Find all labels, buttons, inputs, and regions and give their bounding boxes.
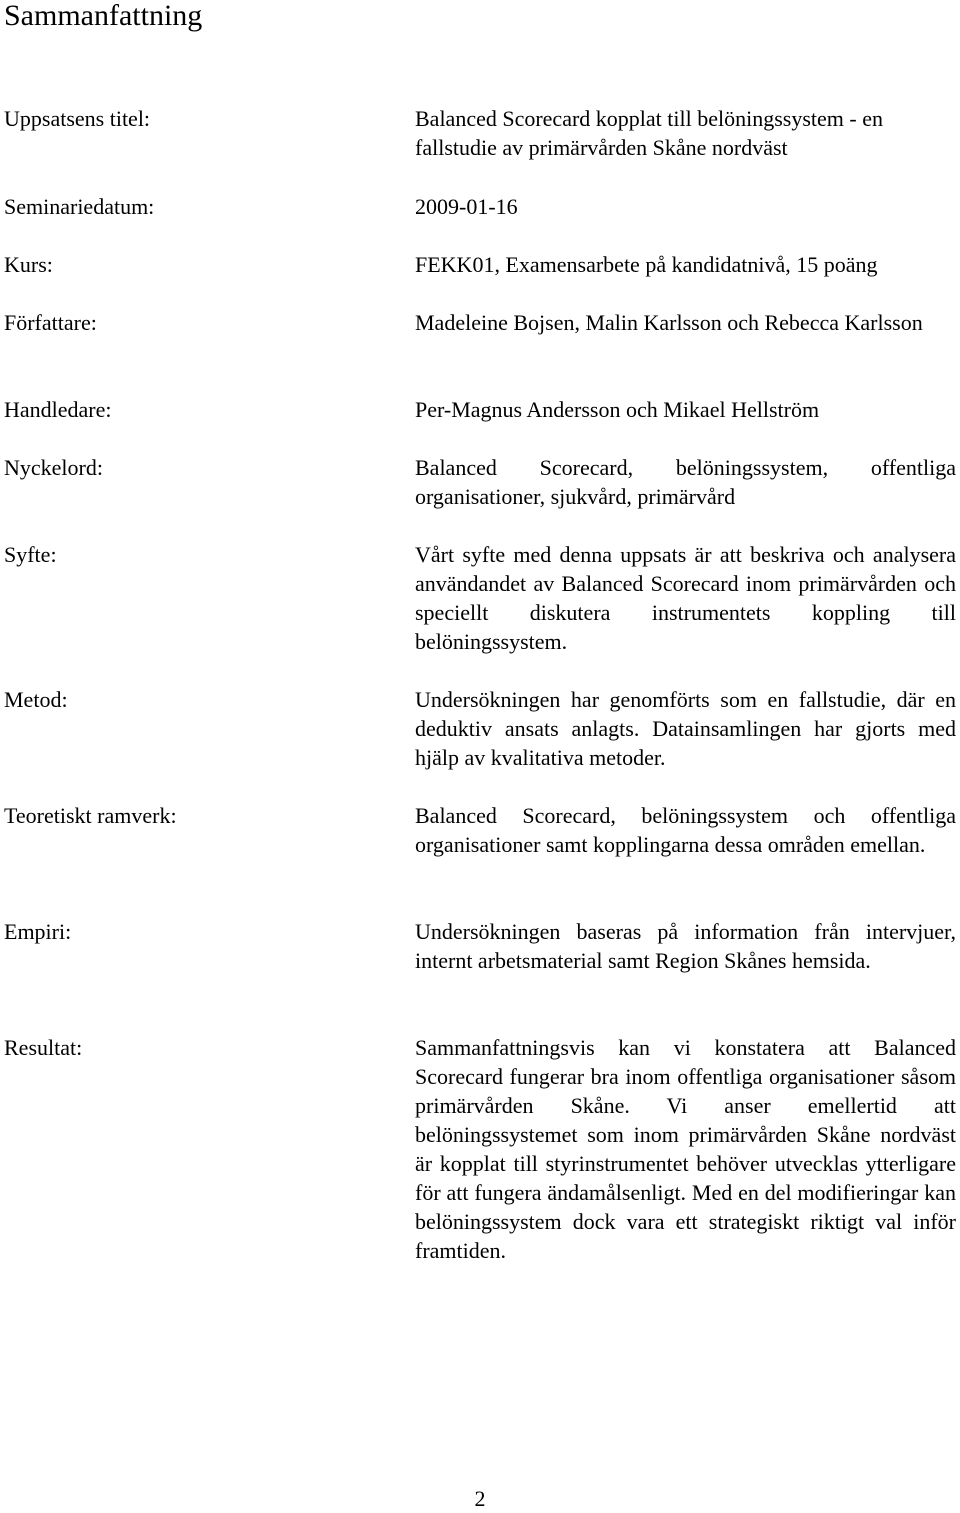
value-keywords: Balanced Scorecard, belöningssystem, offentliga organisationer, sjukvård, primärvård <box>415 455 956 509</box>
label-title: Uppsatsens titel: <box>4 106 151 131</box>
value-purpose: Vårt syfte med denna uppsats är att beskriva och analysera användandet av Balanced Scorecard inom primärvården och speciellt diskutera instrumentets koppling till belöningssystem. <box>415 542 956 654</box>
label-purpose: Syfte: <box>4 542 57 567</box>
label-seminar-date: Seminariedatum: <box>4 194 155 219</box>
label-authors: Författare: <box>4 310 97 335</box>
value-method: Undersökningen har genomförts som en fallstudie, där en deduktiv ansats anlagts. Datainsamlingen har gjorts med hjälp av kvalitativa metoder. <box>415 687 956 770</box>
value-supervisors: Per-Magnus Andersson och Mikael Hellström <box>415 397 820 422</box>
value-seminar-date: 2009-01-16 <box>415 194 518 219</box>
label-theoretical-framework: Teoretiskt ramverk: <box>4 803 177 828</box>
label-method: Metod: <box>4 687 68 712</box>
label-supervisors: Handledare: <box>4 397 112 422</box>
page-number: 2 <box>474 1486 486 1511</box>
label-keywords: Nyckelord: <box>4 455 103 480</box>
value-course: FEKK01, Examensarbete på kandidatnivå, 15 poäng <box>415 252 878 277</box>
value-result: Sammanfattningsvis kan vi konstatera att Balanced Scorecard fungerar bra inom offentliga organisationer såsom primärvården Skåne. Vi anser emellertid att belöningssystemet som inom primärvården Skåne nordväst är kopplat till styrinstrumentet behöver utvecklas ytterligare för att fungera ändamålsenligt. Med en del modifieringar kan belöningssystem dock vara ett strategiskt riktigt val inför framtiden. <box>415 1035 956 1263</box>
label-result: Resultat: <box>4 1035 83 1060</box>
label-course: Kurs: <box>4 252 53 277</box>
label-empirics: Empiri: <box>4 919 72 944</box>
value-empirics: Undersökningen baseras på information från intervjuer, internt arbetsmaterial samt Region Skånes hemsida. <box>415 919 956 973</box>
page-title: Sammanfattning <box>4 0 203 32</box>
value-authors: Madeleine Bojsen, Malin Karlsson och Rebecca Karlsson <box>415 310 923 335</box>
value-title: Balanced Scorecard kopplat till belöningssystem - en fallstudie av primärvården Skåne nordväst <box>415 106 883 160</box>
value-theoretical-framework: Balanced Scorecard, belöningssystem och offentliga organisationer samt kopplingarna dessa områden emellan. <box>415 803 956 857</box>
